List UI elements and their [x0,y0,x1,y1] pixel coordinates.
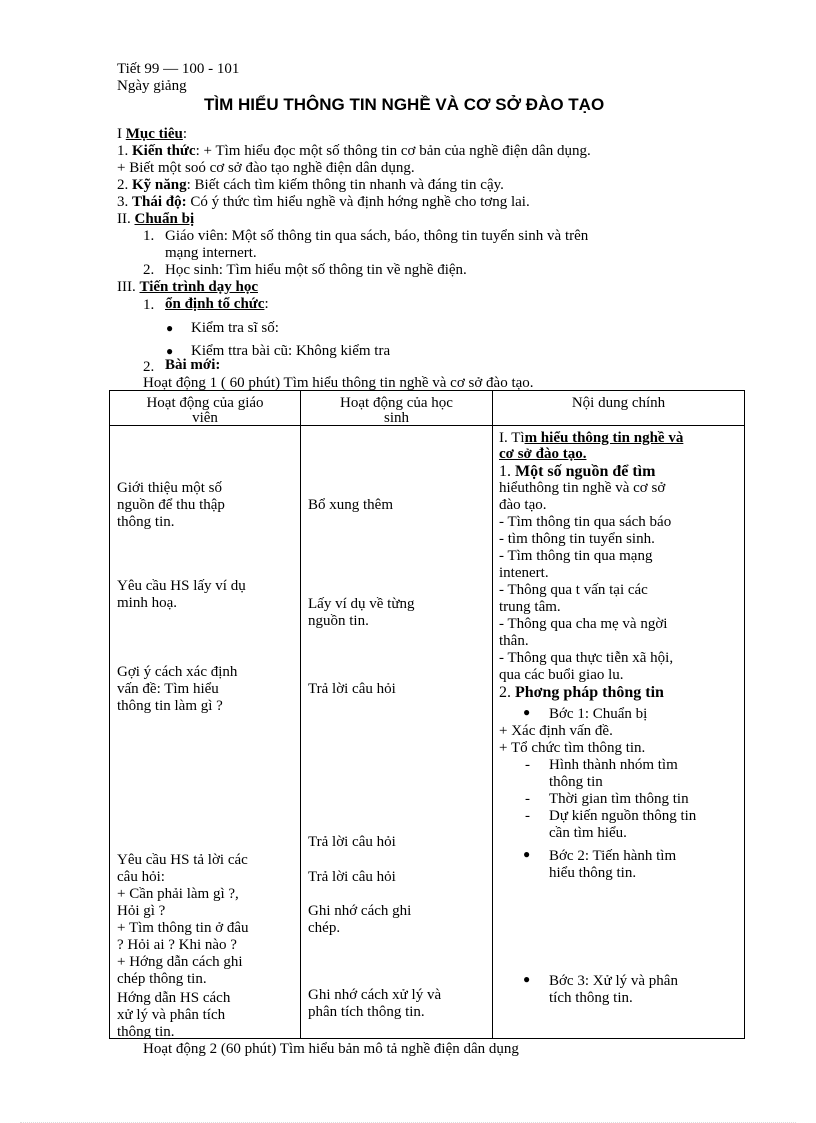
student-block-4-line-1: Trả lời câu hỏi [308,834,396,850]
skill-num: 2. [117,177,132,193]
content-section-title-2 [499,446,586,463]
header-student-line-2: sinh [383,410,409,423]
content-sub-1-line-1: hiểuthông tin nghề và cơ sở [499,480,666,496]
dash-icon: - [525,808,530,824]
content-cell [493,426,745,1039]
bullet-1-text: Kiểm tra sĩ số: [191,320,279,336]
content-step-1-item-2: + Tổ chức tìm thông tin. [499,740,646,756]
content-sub-1-line-8: trung tâm. [499,599,561,615]
teacher-block-5-line-2: xử lý và phân tích [117,1007,226,1023]
prep-item-2-num: 2. [143,262,155,278]
lesson-number: Tiết 99 — 100 - 101 [117,61,240,77]
knowledge-text: : + Tìm hiểu đọc một số thông tin cơ bản của nghề điện dân dụng. [195,143,591,159]
content-step-3-line-2: tích thông tin. [549,990,633,1006]
content-section-title-text: m hiểu thông tin nghề và [524,430,684,446]
content-sub-2-heading [499,684,664,701]
teacher-block-3-line-1: Gợi ý cách xác định [117,664,238,680]
teacher-block-2-line-1: Yêu cầu HS lấy ví dụ [117,578,246,594]
bullet-icon: ● [523,705,531,719]
content-sub-1-line-12: qua các buổi giao lu. [499,667,624,683]
header-teacher-line-2: viên [192,410,218,423]
bullet-icon: ● [523,847,531,861]
page-title: TÌM HIỂU THÔNG TIN NGHỀ VÀ CƠ SỞ ĐÀO TẠO [204,95,605,114]
content-step-2-line-1: Bớc 2: Tiến hành tìm [549,848,677,864]
teacher-block-4-line-1: Yêu cầu HS tả lời các [117,852,248,868]
header-teacher-line-1: Hoạt động của giáo [146,395,264,411]
content-sub-1-num: 1. [499,463,515,480]
content-sub-1-line-10: thân. [499,633,529,649]
content-sub-1-line-9: - Thông qua cha mẹ và ngời [499,616,668,632]
attitude-line [117,194,530,211]
teacher-block-4-line-3: + Cần phải làm gì ?, [117,886,239,902]
attitude-label: Thái độ: [132,194,187,210]
step-2-label [165,357,220,374]
content-sub-1-line-7: - Thông qua t vấn tại các [499,582,648,598]
skill-line [117,177,504,194]
preparation-heading [117,211,194,228]
content-sub-1-heading [499,463,655,480]
student-block-6-line-2: chép. [308,920,341,936]
date-label: Ngày giảng [117,78,187,94]
knowledge-line-2: + Biết một soó cơ sở đào tạo nghề điện dân dụng. [117,160,415,176]
teacher-block-4-line-8: chép thông tin. [117,971,207,987]
content-dash-3-line-1: Dự kiến nguồn thông tin [549,808,697,824]
step-2-label-text: Bài mới: [165,357,221,373]
student-block-7-line-1: Ghi nhớ cách xử lý và [308,987,442,1003]
bullet-icon: ● [166,344,174,358]
content-dash-1-line-1: Hình thành nhóm tìm [549,757,678,773]
teacher-block-4-line-2: câu hỏi: [117,869,165,885]
teacher-block-4-line-4: Hỏi gì ? [117,903,166,919]
table-header-row [110,391,745,426]
bullet-2-text: Kiểm ttra bài cũ: Không kiểm tra [191,343,391,359]
step-1-label-text: ổn định tổ chức [165,296,265,312]
content-dash-3-line-2: cần tìm hiểu. [549,825,627,841]
attitude-num: 3. [117,194,132,210]
skill-text: : Biết cách tìm kiếm thông tin nhanh và đáng tin cậy. [186,177,504,193]
content-step-1: Bớc 1: Chuẩn bị [549,706,648,722]
prep-item-1-line-1: Giáo viên: Một số thông tin qua sách, báo, thông tin tuyển sinh và trên [165,228,589,244]
content-section-title [499,430,683,447]
header-student-line-1: Hoạt động của học [340,395,453,411]
teacher-block-4-line-5: + Tìm thông tin ở đâu [117,920,249,936]
teacher-block-2-line-2: minh hoạ. [117,595,177,611]
skill-label: Kỹ năng [132,177,187,193]
header-teacher [110,391,301,426]
student-block-3-line-1: Trả lời câu hỏi [308,681,396,697]
student-block-2-line-1: Lấy ví dụ về từng [308,596,415,612]
step-2-num: 2. [143,359,155,375]
student-cell [301,426,493,1039]
teacher-block-1-line-3: thông tin. [117,514,175,530]
objectives-heading-label: Mục tiêu [125,126,183,142]
header-student [301,391,493,426]
content-sub-1-line-4: - tìm thông tin tuyển sinh. [499,531,655,547]
knowledge-num: 1. [117,143,132,159]
step-1-label [165,296,269,313]
teacher-block-5-line-3: thông tin. [117,1024,175,1040]
step-1-num: 1. [143,297,155,313]
activity-1-title: Hoạt động 1 ( 60 phút) Tìm hiểu thông tin nghề và cơ sở đào tạo. [143,375,534,391]
teacher-block-4-line-7: + Hớng dẫn cách ghi [117,954,243,970]
content-sub-2-num: 2. [499,684,515,701]
objectives-heading-num: I [117,126,126,142]
content-step-2-line-2: hiểu thông tin. [549,865,637,881]
procedure-heading [117,279,258,296]
student-block-5-line-1: Trả lời câu hỏi [308,869,396,885]
content-section-num: I. Tì [499,430,525,446]
teacher-block-5-line-1: Hớng dẫn HS cách [117,990,231,1006]
procedure-heading-label: Tiến trình dạy học [139,279,258,295]
preparation-heading-num: II. [117,211,135,227]
preparation-heading-label: Chuẩn bị [134,211,195,227]
knowledge-line [117,143,591,160]
content-sub-1-label: Một số nguồn để tìm [515,463,656,480]
teacher-block-4-line-6: ? Hỏi ai ? Khi nào ? [117,937,237,953]
content-sub-1-line-6: intenert. [499,565,549,581]
student-block-1-line-1: Bổ xung thêm [308,497,393,513]
attitude-text: Có ý thức tìm hiểu nghề và định hớng nghề cho tơng lai. [186,194,530,210]
teacher-block-3-line-2: vấn đề: Tìm hiểu [117,681,219,697]
dash-icon: - [525,757,530,773]
content-sub-1-line-3: - Tìm thông tin qua sách báo [499,514,672,530]
lesson-table [109,390,745,1039]
prep-item-1-num: 1. [143,228,155,244]
knowledge-label: Kiến thức [132,143,196,159]
content-sub-2-label: Phơng pháp thông tin [515,684,664,701]
bullet-icon: ● [523,972,531,986]
dash-icon: - [525,791,530,807]
content-sub-1-line-2: đào tạo. [499,497,547,513]
content-dash-1-line-2: thông tin [549,774,603,790]
prep-item-2-text: Học sinh: Tìm hiểu một số thông tin về nghề điện. [165,262,467,278]
header-content [493,391,745,426]
content-section-title-text-2: cơ sở đào tạo. [499,446,587,462]
student-block-2-line-2: nguồn tin. [308,613,369,629]
objectives-heading [117,126,187,143]
teacher-block-3-line-3: thông tin làm gì ? [117,698,223,714]
teacher-block-1-line-1: Giới thiệu một số [117,480,223,496]
header-content-line-1: Nội dung chính [571,395,666,411]
content-sub-1-line-11: - Thông qua thực tiễn xã hội, [499,650,674,666]
content-sub-1-line-5: - Tìm thông tin qua mạng [499,548,653,564]
student-block-6-line-1: Ghi nhớ cách ghi [308,903,412,919]
teacher-cell [110,426,301,1039]
prep-item-1-line-2: mạng internert. [165,245,257,261]
step-1-colon: : [264,296,269,312]
content-step-1-item-1: + Xác định vấn đề. [499,723,613,739]
objectives-heading-colon: : [182,126,187,142]
content-dash-2: Thời gian tìm thông tin [549,791,689,807]
teacher-block-1-line-2: nguồn để thu thập [117,497,225,513]
procedure-heading-num: III. [117,279,140,295]
content-step-3-line-1: Bớc 3: Xử lý và phân [549,973,678,989]
table-row [110,426,745,1039]
bullet-icon: ● [166,321,174,335]
student-block-7-line-2: phân tích thông tin. [308,1004,425,1020]
activity-2-title: Hoạt động 2 (60 phút) Tìm hiểu bản mô tả nghề điện dân dụng [143,1041,519,1057]
